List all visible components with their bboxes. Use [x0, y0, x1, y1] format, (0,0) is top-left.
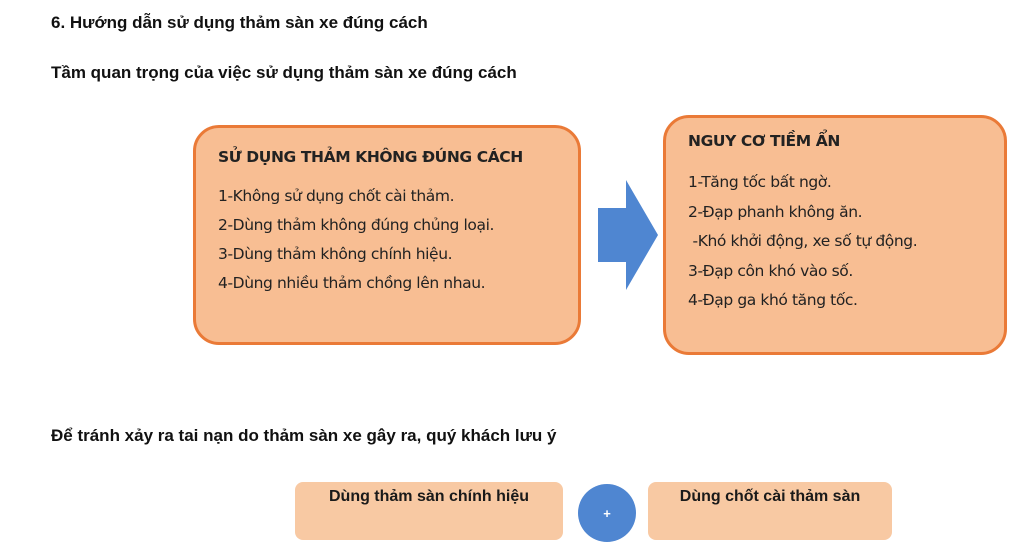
potential-risk-item: -Khó khởi động, xe số tự động.	[688, 232, 918, 250]
potential-risk-item: 4-Đạp ga khó tăng tốc.	[688, 291, 858, 309]
potential-risk-item: 2-Đạp phanh không ăn.	[688, 202, 863, 221]
note-heading: Để tránh xảy ra tai nạn do thảm sàn xe gây ra, quý khách lưu ý	[51, 426, 557, 445]
improper-use-title: SỬ DỤNG THẢM KHÔNG ĐÚNG CÁCH	[218, 148, 523, 166]
subheading: Tầm quan trọng của việc sử dụng thảm sàn xe đúng cách	[51, 63, 517, 82]
improper-use-item: 3-Dùng thảm không chính hiệu.	[218, 245, 453, 263]
potential-risks-list	[688, 168, 1004, 316]
potential-risk-item: 1-Tăng tốc bất ngờ.	[688, 173, 832, 191]
improper-use-box	[193, 125, 581, 345]
tip-mat-clips: Dùng chốt cài thảm sàn	[648, 482, 892, 540]
potential-risks-title: NGUY CƠ TIỀM ẨN	[688, 132, 840, 150]
improper-use-item: 4-Dùng nhiều thảm chồng lên nhau.	[218, 274, 486, 292]
plus-icon: +	[578, 484, 636, 542]
improper-use-list	[218, 182, 578, 298]
tip-genuine-mats: Dùng thảm sàn chính hiệu	[295, 482, 563, 540]
improper-use-item: 2-Dùng thảm không đúng chủng loại.	[218, 216, 495, 234]
section-title: 6. Hướng dẫn sử dụng thảm sàn xe đúng cách	[51, 13, 428, 32]
improper-use-item: 1-Không sử dụng chốt cài thảm.	[218, 187, 455, 205]
potential-risk-item: 3-Đạp côn khó vào số.	[688, 261, 853, 280]
arrow-right-icon	[598, 180, 658, 290]
potential-risks-box	[663, 115, 1007, 355]
